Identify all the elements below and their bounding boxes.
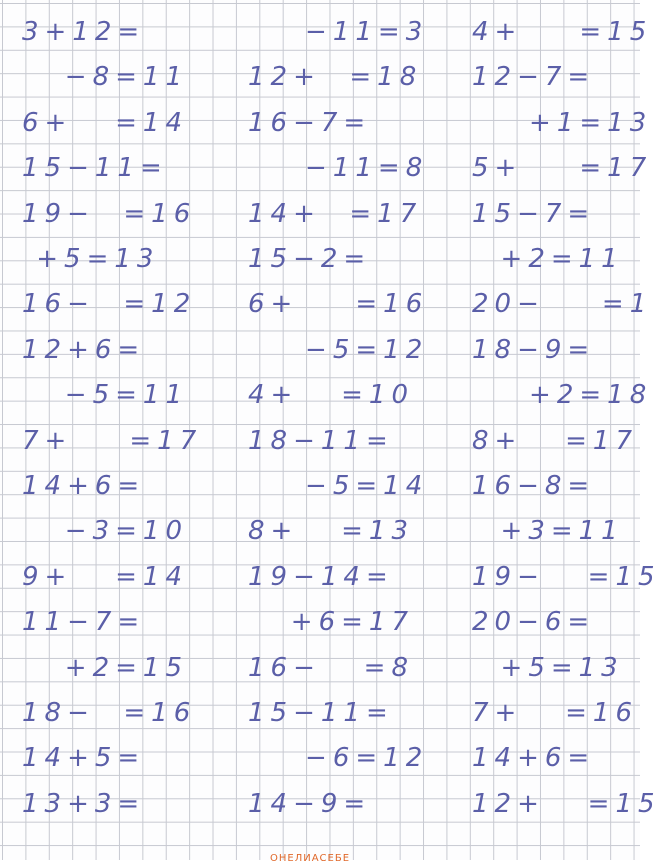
equation-col-1: 19− =16 — [22, 198, 197, 229]
equation-col-2: −11=8 — [248, 153, 429, 184]
equation-col-3: 12−7= — [472, 62, 596, 93]
equation-col-2: 19−14= — [248, 561, 394, 592]
equation-col-2: 16− =8 — [248, 652, 414, 683]
exercise-row — [0, 199, 640, 229]
equation-col-2: −6=12 — [248, 743, 429, 774]
equation-col-1: 14+6= — [22, 471, 146, 501]
equation-col-2: +6=17 — [248, 607, 414, 638]
exercise-row — [0, 153, 653, 184]
exercise-row — [0, 698, 640, 728]
equation-col-2: 12+ =18 — [248, 62, 423, 93]
equation-col-1: 3+12= — [22, 17, 146, 47]
equation-col-1: +5=13 — [22, 244, 160, 274]
equation-col-3: +2=18 — [472, 380, 653, 411]
exercise-row — [0, 107, 653, 138]
equation-col-1: +2=15 — [22, 652, 188, 683]
exercise-row — [0, 244, 640, 274]
exercise-row — [0, 380, 653, 411]
equation-col-3: +5=13 — [472, 652, 624, 683]
exercise-row — [0, 426, 640, 456]
exercise-row — [0, 471, 640, 501]
equation-col-2: 14+ =17 — [248, 198, 423, 229]
equation-col-2: −5=12 — [248, 334, 429, 365]
equation-col-2: 18−11= — [248, 425, 394, 456]
equation-col-2: 14−9= — [248, 788, 372, 819]
equation-col-3: 20− =1 — [472, 289, 653, 320]
equation-col-2: 15−11= — [248, 698, 394, 728]
equation-col-3: 5+ =17 — [472, 153, 653, 184]
equation-col-3: 7+ =16 — [472, 698, 638, 728]
equation-col-3: +2=11 — [472, 244, 624, 274]
footer-text: ОНЕЛИАСЕБЕ — [270, 853, 351, 864]
equation-col-3: 20−6= — [472, 607, 596, 638]
equation-col-3: 19− =15 — [472, 561, 661, 592]
equation-col-3: +1=13 — [472, 107, 653, 138]
equation-col-2: −5=14 — [248, 471, 429, 501]
equation-col-3: +3=11 — [472, 516, 624, 547]
exercise-row — [0, 743, 640, 773]
equation-col-1: 9+ =14 — [22, 561, 188, 592]
equation-col-1: 14+5= — [22, 743, 146, 774]
equation-col-1: 7+ =17 — [22, 425, 203, 456]
exercise-row — [0, 788, 661, 819]
exercise-row — [0, 516, 640, 546]
equation-col-3: 16−8= — [472, 471, 596, 501]
equation-col-1: 6+ =14 — [22, 107, 188, 138]
equation-col-2: 4+ =10 — [248, 380, 414, 411]
equation-col-2: 16−7= — [248, 107, 372, 138]
equation-col-3: 12+ =15 — [472, 788, 661, 819]
equation-col-3: 18−9= — [472, 334, 596, 365]
equation-col-1: −3=10 — [22, 516, 188, 547]
equation-col-1: −5=11 — [22, 380, 188, 411]
equation-col-2: 6+ =16 — [248, 289, 429, 320]
exercise-row — [0, 653, 640, 683]
equation-col-2: 15−2= — [248, 244, 372, 274]
exercise-row — [0, 607, 640, 637]
exercise-row — [0, 17, 653, 47]
equation-col-1: 13+3= — [22, 788, 146, 819]
equation-col-1: −8=11 — [22, 62, 188, 93]
exercise-row — [0, 62, 640, 92]
exercise-row — [0, 335, 640, 365]
equation-col-1: 11−7= — [22, 607, 146, 638]
equation-col-3: 15−7= — [472, 198, 596, 229]
equation-col-3: 8+ =17 — [472, 425, 638, 456]
equation-col-2: −11=3 — [248, 17, 429, 47]
equation-col-3: 14+6= — [472, 743, 596, 774]
exercise-row — [0, 289, 653, 320]
equation-col-2: 8+ =13 — [248, 516, 414, 547]
footer-watermark — [0, 848, 640, 864]
equation-col-1: 18− =16 — [22, 698, 197, 728]
exercise-row — [0, 561, 661, 592]
equation-col-1: 12+6= — [22, 334, 146, 365]
equation-col-3: 4+ =15 — [472, 17, 653, 47]
equation-col-1: 15−11= — [22, 153, 168, 184]
equation-col-1: 16− =12 — [22, 289, 197, 320]
